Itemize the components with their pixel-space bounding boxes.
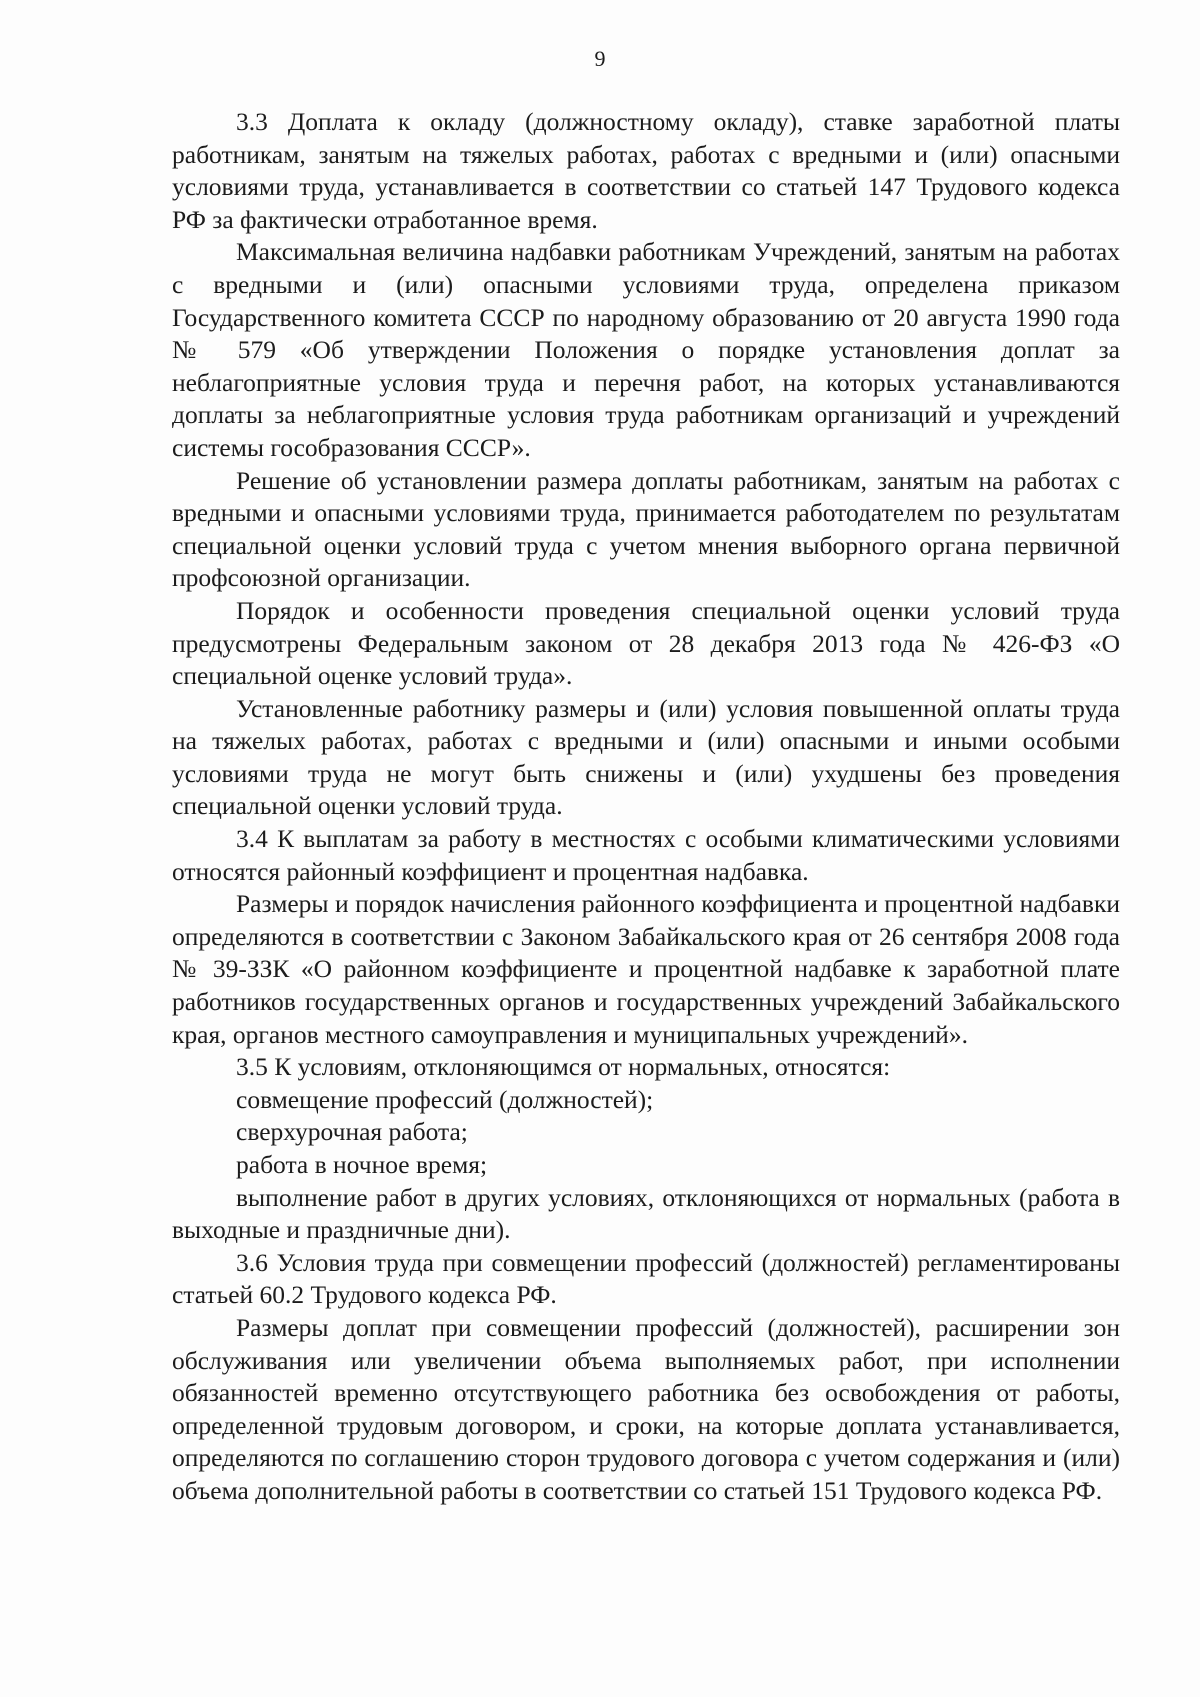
list-item: совмещение профессий (должностей);: [236, 1084, 654, 1114]
paragraph-decision: Решение об установлении размера доплаты работникам, занятым на работах с вредными и опасными условиями труда, принимается работодателем по результатам специальной оценки условий труда с учетом мнения выборного органа первичной профсоюзной организации.: [172, 465, 1120, 593]
list-item: работа в ночное время;: [236, 1150, 488, 1179]
paragraph-additional-pay: Размеры доплат при совмещении профессий (должностей), расширении зон обслуживания или увеличении объема выполняемых работ, при исполнении обязанностей временно отсутствующего работника без освобождения от работы, определенной трудовым договором, и сроки, на которые доплата устанавливается, определяются по соглашению сторон трудового договора с учетом содержания и (или) объема дополнительной работы в соответствии со статьей 151 Трудового кодекса РФ.: [172, 1312, 1120, 1505]
paragraph-3-3: 3.3 Доплата к окладу (должностному окладу), ставке заработной платы работникам, занятым на тяжелых работах, работах с вредными и (или) опасными условиями труда, устанавливается в соответствии со статьей 147 Трудового кодекса РФ за фактически отработанное время.: [172, 107, 1120, 234]
list-item: сверхурочная работа;: [236, 1117, 468, 1147]
paragraph-max-allowance: Максимальная величина надбавки работникам Учреждений, занятым на работах с вредными и (или) опасными условиями труда, определена приказом Государственного комитета СССР по народному образованию от 20 августа 1990 года № 579 «Об утверждении Положения о порядке установления доплат за неблагоприятные условия труда и перечня работ, на которых устанавливаются доплаты за неблагоприятные условия труда работникам организаций и учреждений системы гособразования СССР».: [172, 237, 1120, 462]
paragraph-3-6: 3.6 Условия труда при совмещении профессий (должностей) регламентированы статьей 60.2 Трудового кодекса РФ.: [172, 1247, 1120, 1310]
paragraph-established-sizes: Установленные работнику размеры и (или) условия повышенной оплаты труда на тяжелых работах, работах с вредными и (или) опасными и иными особыми условиями труда не могут быть снижены и (или) ухудшены без проведения специальной оценки условий труда.: [172, 693, 1120, 821]
document-body: [172, 106, 1120, 1508]
page-number: 9: [594, 46, 606, 71]
paragraph-3-5: 3.5 К условиям, отклоняющимся от нормальных, относятся:: [236, 1052, 891, 1082]
paragraph-3-4: 3.4 К выплатам за работу в местностях с особыми климатическими условиями относятся районный коэффициент и процентная надбавка.: [172, 824, 1120, 886]
paragraph-special-assessment: Порядок и особенности проведения специальной оценки условий труда предусмотрены Федеральным законом от 28 декабря 2013 года № 426-ФЗ «О специальной оценке условий труда».: [172, 595, 1120, 691]
paragraph-regional-coefficient: Размеры и порядок начисления районного коэффициента и процентной надбавки определяются в соответствии с Законом Забайкальского края от 26 сентября 2008 года № 39-ЗЗК «О районном коэффициенте и процентной надбавке к заработной плате работников государственных органов и государственных учреждений Забайкальского края, органов местного самоуправления и муниципальных учреждений».: [172, 889, 1120, 1049]
list-item: выполнение работ в других условиях, отклоняющихся от нормальных (работа в выходные и праздничные дни).: [172, 1182, 1120, 1245]
